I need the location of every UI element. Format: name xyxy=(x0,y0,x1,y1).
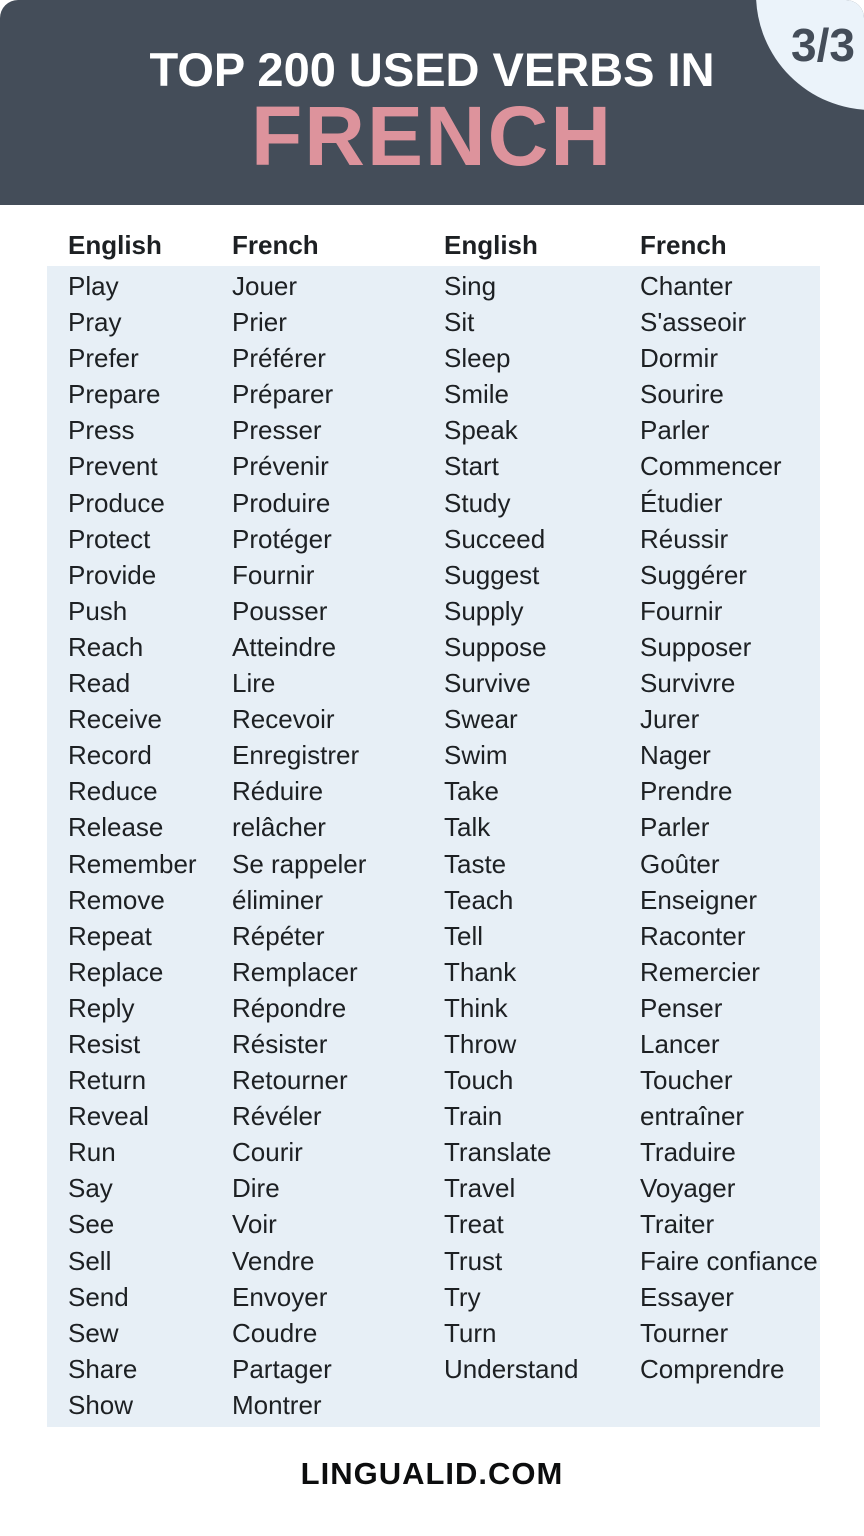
english-verb-cell: Show xyxy=(68,1389,134,1420)
table-row xyxy=(47,340,820,376)
table-row xyxy=(47,954,820,990)
table-row xyxy=(47,1098,820,1134)
english-verb-cell: Turn xyxy=(444,1317,497,1348)
table-row xyxy=(47,268,820,304)
english-verb-cell: Train xyxy=(444,1101,503,1132)
table-row xyxy=(47,701,820,737)
english-verb-cell: Receive xyxy=(68,704,162,735)
table-row xyxy=(47,557,820,593)
french-verb-cell: S'asseoir xyxy=(640,307,747,338)
french-verb-cell: Parler xyxy=(640,415,710,446)
english-verb-cell: Trust xyxy=(444,1245,503,1276)
english-verb-cell: Reveal xyxy=(68,1101,149,1132)
english-verb-cell: Press xyxy=(68,415,135,446)
english-verb-cell: Try xyxy=(444,1281,481,1312)
english-verb-cell: Say xyxy=(68,1173,113,1204)
french-verb-cell: Penser xyxy=(640,992,723,1023)
english-verb-cell: Provide xyxy=(68,559,157,590)
table-row xyxy=(47,882,820,918)
english-verb-cell: Prevent xyxy=(68,451,158,482)
english-verb-cell: Swear xyxy=(444,704,518,735)
table-row xyxy=(47,990,820,1026)
english-verb-cell: Remove xyxy=(68,884,165,915)
english-verb-cell: Think xyxy=(444,992,508,1023)
french-verb-cell: Comprendre xyxy=(640,1353,785,1384)
english-verb-cell: See xyxy=(68,1209,115,1240)
english-verb-cell: Teach xyxy=(444,884,514,915)
table-row xyxy=(47,846,820,882)
english-verb-cell: Taste xyxy=(444,848,507,879)
table-row xyxy=(47,304,820,340)
table-row xyxy=(47,1170,820,1206)
english-verb-cell: Speak xyxy=(444,415,518,446)
english-verb-cell: Sell xyxy=(68,1245,112,1276)
english-verb-cell: Resist xyxy=(68,1028,141,1059)
french-verb-cell: Parler xyxy=(640,812,710,843)
english-verb-cell: Produce xyxy=(68,487,165,518)
french-verb-cell: Révéler xyxy=(232,1101,322,1132)
french-verb-cell: Envoyer xyxy=(232,1281,328,1312)
table-row xyxy=(47,448,820,484)
english-verb-cell: Supply xyxy=(444,595,524,626)
table-row xyxy=(47,918,820,954)
french-verb-cell: Fournir xyxy=(232,559,315,590)
table-row xyxy=(47,1387,820,1423)
english-verb-cell: Smile xyxy=(444,379,510,410)
column-header-english-2: English xyxy=(444,230,538,260)
english-verb-cell: Share xyxy=(68,1353,138,1384)
french-verb-cell: Montrer xyxy=(232,1389,322,1420)
english-verb-cell: Succeed xyxy=(444,523,546,554)
english-verb-cell: Take xyxy=(444,776,499,807)
english-verb-cell: Record xyxy=(68,740,152,771)
french-verb-cell: Réduire xyxy=(232,776,324,807)
table-row xyxy=(47,665,820,701)
french-verb-cell: Jouer xyxy=(232,271,298,301)
column-header-french-1: French xyxy=(232,230,319,260)
french-verb-cell: éliminer xyxy=(232,884,324,915)
table-row xyxy=(47,376,820,412)
french-verb-cell: relâcher xyxy=(232,812,326,843)
table-row xyxy=(47,1134,820,1170)
english-verb-cell: Replace xyxy=(68,956,164,987)
french-verb-cell: Dormir xyxy=(640,343,718,374)
french-verb-cell: Goûter xyxy=(640,848,720,879)
french-verb-cell: Traiter xyxy=(640,1209,715,1240)
french-verb-cell: Produire xyxy=(232,487,331,518)
french-verb-cell: Résister xyxy=(232,1028,328,1059)
french-verb-cell: Raconter xyxy=(640,920,746,951)
english-verb-cell: Understand xyxy=(444,1353,579,1384)
french-verb-cell: Atteindre xyxy=(232,631,337,662)
verb-table xyxy=(47,228,820,1427)
french-verb-cell: Faire confiance xyxy=(640,1245,818,1276)
french-verb-cell: Voir xyxy=(232,1209,277,1240)
english-verb-cell xyxy=(444,1387,640,1423)
english-verb-cell: Repeat xyxy=(68,920,152,951)
website-footer: LINGUALID.COM xyxy=(300,1456,564,1491)
french-verb-cell: Répondre xyxy=(232,992,347,1023)
english-verb-cell: Protect xyxy=(68,523,151,554)
english-verb-cell: Pray xyxy=(68,307,122,338)
table-row xyxy=(47,737,820,773)
french-verb-cell: Chanter xyxy=(640,271,733,301)
french-verb-cell: Se rappeler xyxy=(232,848,367,879)
french-verb-cell: Pousser xyxy=(232,595,328,626)
table-row xyxy=(47,1026,820,1062)
table-row xyxy=(47,629,820,665)
english-verb-cell: Sleep xyxy=(444,343,511,374)
english-verb-cell: Swim xyxy=(444,740,508,771)
french-verb-cell: Préparer xyxy=(232,379,334,410)
column-header-french-2: French xyxy=(640,230,727,260)
french-verb-cell: Toucher xyxy=(640,1065,733,1096)
table-row xyxy=(47,773,820,809)
english-verb-cell: Touch xyxy=(444,1065,514,1096)
french-verb-cell: Vendre xyxy=(232,1245,315,1276)
french-verb-cell: Courir xyxy=(232,1137,303,1168)
table-row xyxy=(47,1351,820,1387)
english-verb-cell: Sing xyxy=(444,271,497,301)
table-row xyxy=(47,412,820,448)
french-verb-cell: Partager xyxy=(232,1353,332,1384)
english-verb-cell: Return xyxy=(68,1065,147,1096)
table-row xyxy=(47,1062,820,1098)
english-verb-cell: Survive xyxy=(444,668,531,699)
table-row xyxy=(47,809,820,845)
english-verb-cell: Play xyxy=(68,271,119,301)
page-number-text: 3/3 xyxy=(791,19,855,71)
french-verb-cell: Supposer xyxy=(640,631,752,662)
french-verb-cell: Fournir xyxy=(640,595,723,626)
french-verb-cell: Réussir xyxy=(640,523,729,554)
english-verb-cell: Tell xyxy=(444,920,484,951)
english-verb-cell: Suppose xyxy=(444,631,547,662)
page-title-line1: TOP 200 USED VERBS IN xyxy=(149,43,715,96)
french-verb-cell: Voyager xyxy=(640,1173,736,1204)
french-verb-cell: Prendre xyxy=(640,776,733,807)
table-row xyxy=(47,1279,820,1315)
english-verb-cell: Start xyxy=(444,451,499,482)
header-banner xyxy=(0,0,864,205)
english-verb-cell: Reply xyxy=(68,992,135,1023)
english-verb-cell: Travel xyxy=(444,1173,516,1204)
french-verb-cell: Retourner xyxy=(232,1065,348,1096)
verb-table-body xyxy=(47,266,820,1427)
english-verb-cell: Read xyxy=(68,668,131,699)
french-verb-cell: Protéger xyxy=(232,523,332,554)
english-verb-cell: Push xyxy=(68,595,128,626)
english-verb-cell: Run xyxy=(68,1137,116,1168)
page-title-line2: FRENCH xyxy=(251,89,613,183)
french-verb-cell: Tourner xyxy=(640,1317,729,1348)
english-verb-cell: Translate xyxy=(444,1137,552,1168)
french-verb-cell: Remercier xyxy=(640,956,760,987)
french-verb-cell: Sourire xyxy=(640,379,724,410)
english-verb-cell: Sew xyxy=(68,1317,119,1348)
french-verb-cell: Jurer xyxy=(640,704,700,735)
english-verb-cell: Release xyxy=(68,812,164,843)
english-verb-cell: Reach xyxy=(68,631,144,662)
french-verb-cell: Prévenir xyxy=(232,451,329,482)
french-verb-cell xyxy=(640,1387,820,1423)
french-verb-cell: Dire xyxy=(232,1173,280,1204)
table-row xyxy=(47,593,820,629)
table-row xyxy=(47,1206,820,1242)
french-verb-cell: Coudre xyxy=(232,1317,318,1348)
english-verb-cell: Treat xyxy=(444,1209,504,1240)
french-verb-cell: Étudier xyxy=(640,487,723,518)
french-verb-cell: Prier xyxy=(232,307,287,338)
french-verb-cell: Enregistrer xyxy=(232,740,360,771)
english-verb-cell: Remember xyxy=(68,848,197,879)
english-verb-cell: Sit xyxy=(444,307,475,338)
french-verb-cell: Nager xyxy=(640,740,711,771)
english-verb-cell: Send xyxy=(68,1281,129,1312)
french-verb-cell: Suggérer xyxy=(640,559,747,590)
table-row xyxy=(47,485,820,521)
english-verb-cell: Talk xyxy=(444,812,491,843)
french-verb-cell: Répéter xyxy=(232,920,325,951)
french-verb-cell: Lancer xyxy=(640,1028,720,1059)
table-row xyxy=(47,1243,820,1279)
french-verb-cell: Remplacer xyxy=(232,956,358,987)
english-verb-cell: Throw xyxy=(444,1028,517,1059)
french-verb-cell: Presser xyxy=(232,415,322,446)
english-verb-cell: Reduce xyxy=(68,776,158,807)
french-verb-cell: Essayer xyxy=(640,1281,734,1312)
english-verb-cell: Prepare xyxy=(68,379,161,410)
french-verb-cell: Lire xyxy=(232,668,276,699)
english-verb-cell: Study xyxy=(444,487,511,518)
french-verb-cell: Traduire xyxy=(640,1137,736,1168)
french-verb-cell: entraîner xyxy=(640,1101,745,1132)
french-verb-cell: Commencer xyxy=(640,451,782,482)
french-verb-cell: Survivre xyxy=(640,668,736,699)
english-verb-cell: Suggest xyxy=(444,559,540,590)
column-header-english-1: English xyxy=(68,230,162,260)
french-verb-cell: Recevoir xyxy=(232,704,335,735)
table-row xyxy=(47,1315,820,1351)
english-verb-cell: Prefer xyxy=(68,343,139,374)
french-verb-cell: Enseigner xyxy=(640,884,758,915)
english-verb-cell: Thank xyxy=(444,956,517,987)
table-header-row xyxy=(47,228,820,266)
table-row xyxy=(47,521,820,557)
french-verb-cell: Préférer xyxy=(232,343,326,374)
